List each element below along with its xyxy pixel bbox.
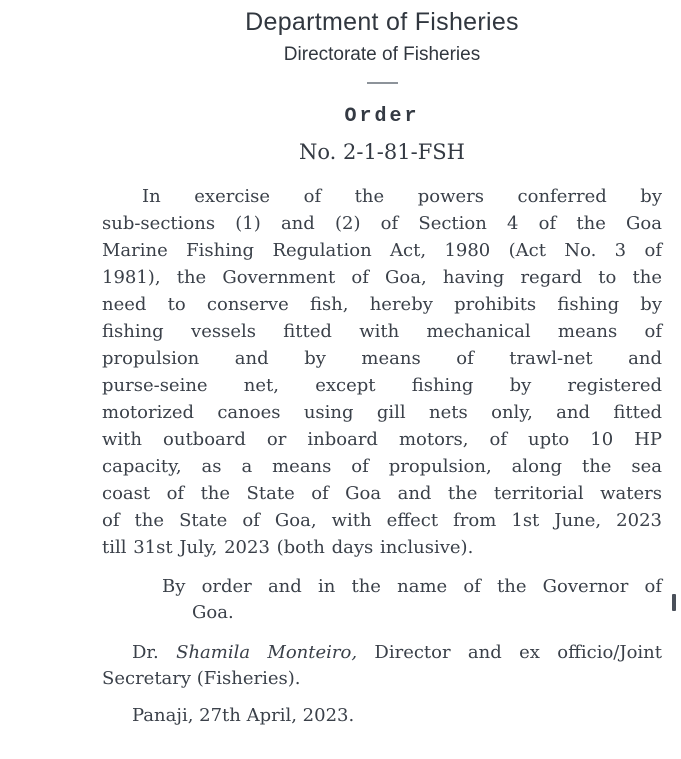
body-text-line: motorized canoes using gill nets only, and fitted	[102, 402, 662, 423]
body-text-line: coast of the State of Goa and the territorial waters	[102, 483, 662, 504]
body-text-line: of the State of Goa, with effect from 1st June, 2023	[102, 510, 662, 531]
by-order-line: By order and in the name of the Governor of	[162, 576, 662, 597]
body-text-line: fishing vessels fitted with mechanical means of	[102, 321, 662, 342]
body-text-line: In exercise of the powers conferred by	[142, 186, 662, 207]
body-text-line: capacity, as a means of propulsion, along the sea	[102, 456, 662, 477]
by-order-block	[102, 574, 662, 626]
body-text-line: sub-sections (1) and (2) of Section 4 of the Goa	[102, 213, 662, 234]
by-order-line: Goa.	[192, 602, 234, 623]
body-text-line: 1981), the Government of Goa, having regard to the	[102, 267, 662, 288]
body-text-line: propulsion and by means of trawl-net and	[102, 348, 662, 369]
divider-rule	[367, 82, 398, 84]
order-body-paragraph	[102, 183, 662, 561]
cropped-letter-fragment	[672, 594, 676, 611]
department-title: Department of Fisheries	[245, 8, 519, 36]
body-text-line: need to conserve fish, hereby prohibits fishing by	[102, 294, 662, 315]
body-text-line: Marine Fishing Regulation Act, 1980 (Act No. 3 of	[102, 240, 662, 261]
document-header	[0, 0, 681, 163]
directorate-subtitle: Directorate of Fisheries	[283, 44, 481, 65]
signature-prefix: Dr.	[132, 642, 177, 663]
order-heading: Order	[344, 105, 420, 128]
signature-line	[102, 640, 662, 692]
signature-title: Director and ex officio/Joint Secretary (Fisheries).	[102, 642, 662, 689]
document-body	[102, 183, 662, 729]
place-date-line: Panaji, 27th April, 2023.	[132, 705, 355, 726]
order-number: No. 2-1-81-FSH	[298, 140, 465, 164]
body-text-line: till 31st July, 2023 (both days inclusive).	[102, 537, 474, 558]
signatory-name: Shamila Monteiro,	[176, 642, 358, 663]
body-text-line: purse-seine net, except fishing by registered	[102, 375, 662, 396]
body-text-line: with outboard or inboard motors, of upto 10 HP	[102, 429, 662, 450]
